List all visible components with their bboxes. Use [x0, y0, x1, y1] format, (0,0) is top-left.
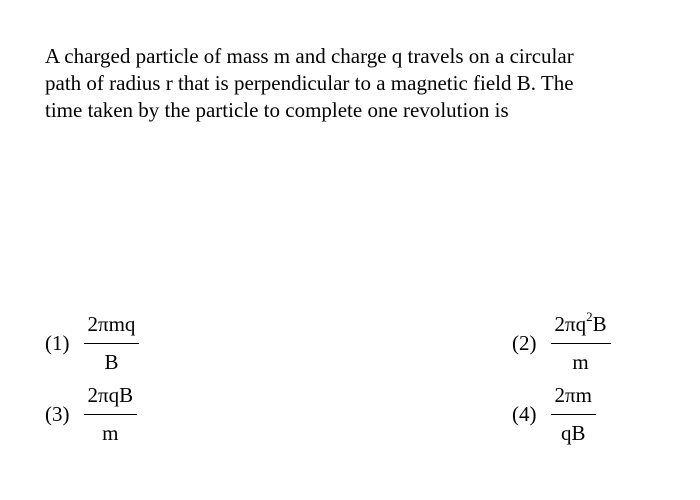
question-line: A charged particle of mass m and charge q travels on a circular [45, 44, 574, 68]
option-number: (3) [45, 402, 70, 426]
question-line: path of radius r that is perpendicular to a magnetic field B. The [45, 71, 574, 95]
option-fraction [551, 309, 611, 375]
fraction-numerator [551, 383, 596, 415]
question-text [45, 43, 665, 124]
fraction-denominator: m [572, 350, 589, 374]
option-1[interactable] [45, 312, 139, 375]
numerator-text: 2πq [554, 312, 587, 336]
option-number: (4) [512, 402, 537, 426]
fraction-numerator [551, 309, 611, 344]
numerator-text: 2πm [554, 383, 592, 407]
question-line: time taken by the particle to complete one revolution is [45, 98, 509, 122]
option-number: (1) [45, 331, 70, 355]
option-fraction [84, 312, 140, 375]
option-3[interactable] [45, 383, 137, 446]
option-4[interactable] [512, 383, 596, 446]
option-2[interactable] [512, 309, 611, 375]
option-fraction [84, 383, 138, 446]
fraction-denominator: m [102, 421, 119, 445]
numerator-exponent: 2 [586, 309, 593, 324]
numerator-tail: B [592, 312, 607, 336]
numerator-text: 2πmq [87, 312, 136, 336]
option-number: (2) [512, 331, 537, 355]
fraction-numerator [84, 312, 140, 344]
numerator-text: 2πqB [87, 383, 134, 407]
option-fraction [551, 383, 596, 446]
fraction-numerator [84, 383, 138, 415]
fraction-denominator: B [104, 350, 119, 374]
fraction-denominator: qB [560, 421, 586, 445]
